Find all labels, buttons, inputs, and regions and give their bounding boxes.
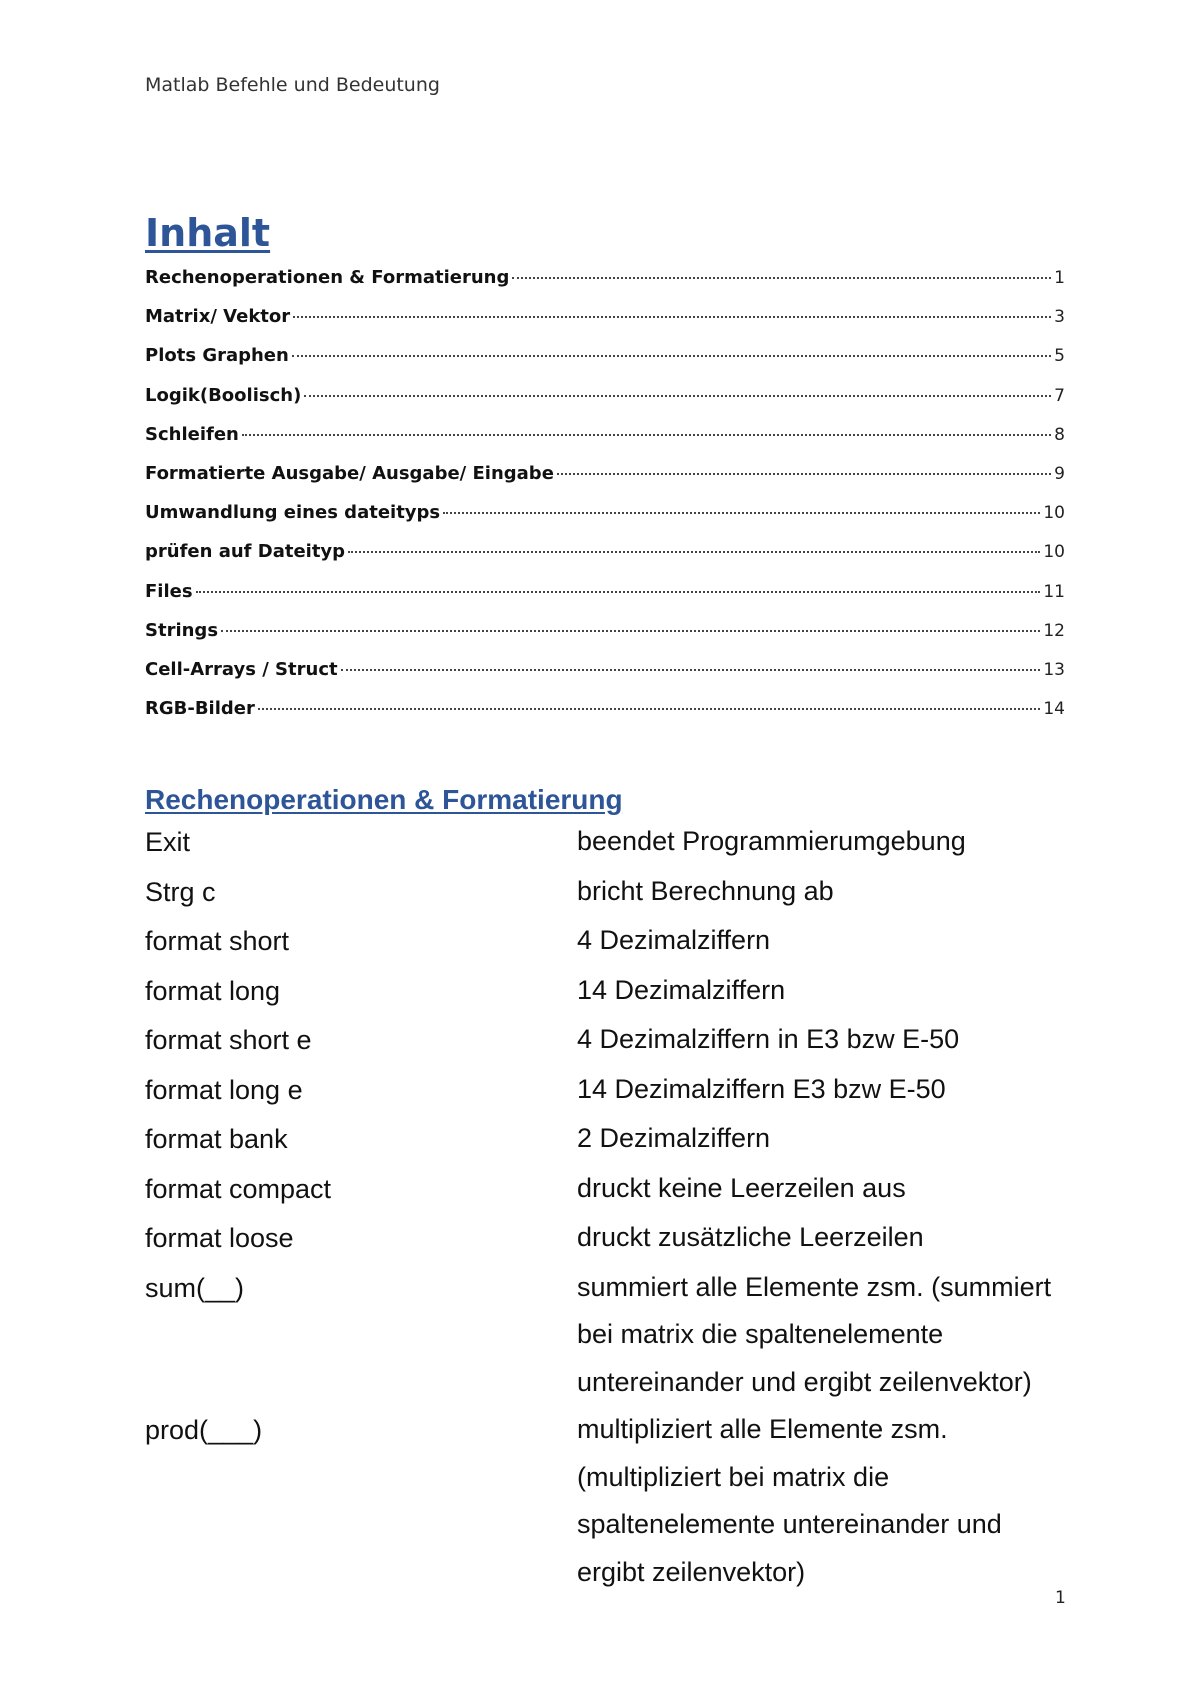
table-row: [145, 1016, 1095, 1066]
toc-dot-leader: [196, 591, 1041, 593]
toc-dot-leader: [341, 669, 1041, 671]
toc-title: Inhalt: [145, 211, 271, 255]
section-heading: Rechenoperationen & Formatierung: [145, 784, 623, 815]
toc-entry-label: Files: [145, 580, 193, 602]
command-cell: format long e: [145, 1074, 303, 1105]
toc-entry-page: 9: [1054, 463, 1065, 484]
toc-entry[interactable]: [145, 540, 1065, 579]
command-cell: prod(___): [145, 1415, 263, 1445]
toc-entry-page: 11: [1043, 581, 1065, 602]
toc-entry-label: Formatierte Ausgabe/ Ausgabe/ Eingabe: [145, 462, 554, 484]
toc-entry-label: RGB-Bilder: [145, 698, 255, 720]
description-cell: multipliziert alle Elemente zsm. (multipliziert bei matrix die spaltenelemente untereinander und ergibt zeilenvektor): [577, 1414, 1002, 1587]
toc-entry-page: 5: [1054, 346, 1065, 367]
toc-entry-label: Logik(Boolisch): [145, 384, 302, 406]
toc-entry-page: 1: [1054, 268, 1065, 288]
command-cell: Strg c: [145, 876, 216, 907]
toc-entry-page: 10: [1043, 503, 1065, 524]
description-cell: 4 Dezimalziffern: [577, 925, 771, 955]
toc-dot-leader: [304, 395, 1051, 397]
table-row: [145, 967, 1095, 1017]
table-row: [145, 1115, 1095, 1165]
page-number: 1: [1055, 1588, 1066, 1608]
toc-entry[interactable]: [145, 344, 1065, 383]
toc-entry[interactable]: [145, 423, 1065, 462]
toc-dot-leader: [292, 355, 1051, 357]
toc-dot-leader: [443, 512, 1040, 514]
description-cell: druckt zusätzliche Leerzeilen: [577, 1222, 924, 1252]
toc-entry-label: Matrix/ Vektor: [145, 306, 291, 328]
toc-entry[interactable]: [145, 462, 1065, 501]
toc-dot-leader: [348, 551, 1040, 553]
description-cell: 2 Dezimalziffern: [577, 1123, 771, 1153]
command-cell: format compact: [145, 1173, 332, 1204]
toc-entry-label: Strings: [145, 619, 219, 641]
toc-entry[interactable]: [145, 305, 1065, 344]
toc-entry[interactable]: [145, 658, 1065, 697]
toc-dot-leader: [557, 473, 1051, 475]
table-row: [145, 1264, 1095, 1407]
toc-entry-label: prüfen auf Dateityp: [145, 541, 346, 563]
toc-entry-label: Rechenoperationen & Formatierung: [145, 267, 510, 288]
table-row: [145, 1066, 1095, 1116]
table-row: [145, 1406, 1095, 1596]
toc-entry-page: 8: [1054, 424, 1065, 445]
description-cell: 14 Dezimalziffern E3 bzw E-50: [577, 1073, 946, 1104]
table-row: [145, 818, 1095, 868]
command-cell: format short e: [145, 1025, 312, 1055]
description-cell: bricht Berechnung ab: [577, 875, 834, 906]
toc-entry-page: 12: [1043, 620, 1065, 641]
toc-entry[interactable]: [145, 384, 1065, 423]
toc-dot-leader: [512, 277, 1051, 279]
description-cell: druckt keine Leerzeilen aus: [577, 1172, 906, 1203]
toc-dot-leader: [258, 708, 1041, 710]
toc-entry-page: 13: [1043, 659, 1065, 680]
description-cell: beendet Programmierumgebung: [577, 826, 966, 856]
command-table: [145, 818, 1095, 1596]
command-cell: format long: [145, 975, 281, 1006]
command-cell: format bank: [145, 1124, 288, 1154]
toc-entry-label: Umwandlung eines dateityps: [145, 502, 441, 524]
description-cell: 14 Dezimalziffern: [577, 974, 786, 1005]
toc-dot-leader: [221, 630, 1040, 632]
toc-entry[interactable]: [145, 501, 1065, 540]
table-of-contents: [145, 266, 1065, 736]
toc-entry-page: 7: [1054, 385, 1065, 406]
description-cell: 4 Dezimalziffern in E3 bzw E-50: [577, 1024, 960, 1054]
toc-entry[interactable]: [145, 619, 1065, 658]
description-cell: summiert alle Elemente zsm. (summiert bei matrix die spaltenelemente untereinander und ergibt zeilenvektor): [577, 1271, 1052, 1397]
toc-dot-leader: [293, 316, 1051, 318]
command-cell: format loose: [145, 1223, 294, 1253]
command-cell: Exit: [145, 827, 191, 857]
toc-entry[interactable]: [145, 697, 1065, 736]
toc-entry[interactable]: [145, 266, 1065, 305]
table-row: [145, 1165, 1095, 1215]
command-cell: format short: [145, 926, 290, 956]
toc-entry-label: Cell-Arrays / Struct: [145, 658, 338, 680]
table-row: [145, 917, 1095, 967]
toc-entry-page: 10: [1043, 542, 1065, 563]
toc-dot-leader: [242, 434, 1051, 436]
toc-entry-label: Schleifen: [145, 423, 239, 445]
toc-entry-page: 3: [1054, 307, 1065, 328]
page-header: Matlab Befehle und Bedeutung: [145, 74, 440, 96]
table-row: [145, 1214, 1095, 1264]
command-cell: sum(__): [145, 1272, 245, 1303]
toc-entry-page: 14: [1043, 699, 1065, 720]
table-row: [145, 868, 1095, 918]
toc-entry[interactable]: [145, 580, 1065, 619]
toc-entry-label: Plots Graphen: [145, 345, 289, 367]
